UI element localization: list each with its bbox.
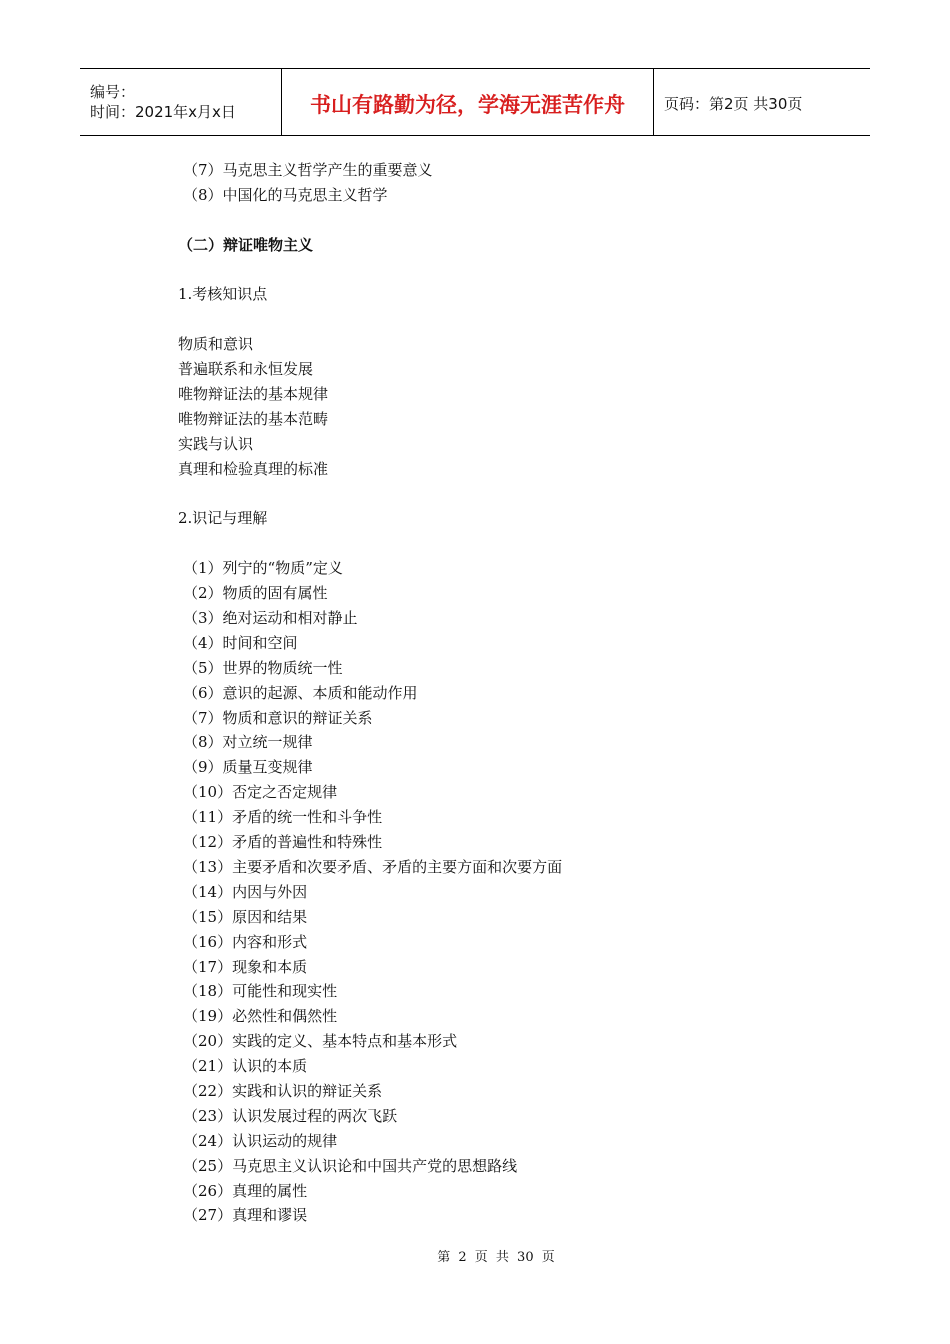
header-page-info xyxy=(654,69,870,135)
header-meta xyxy=(80,69,282,135)
list-item: （1）列宁的“物质”定义 xyxy=(183,559,343,578)
document-time: 时间：2021年x月x日 xyxy=(90,103,236,121)
list-item: （5）世界的物质统一性 xyxy=(183,658,343,677)
list-item: （26）真理的属性 xyxy=(183,1181,308,1200)
document-number-label: 编号： xyxy=(90,83,136,101)
list-item: （25）马克思主义认识论和中国共产党的思想路线 xyxy=(183,1156,518,1175)
list-item: （16）内容和形式 xyxy=(183,932,308,951)
list-item: （4）时间和空间 xyxy=(183,633,298,652)
list-item: （11）矛盾的统一性和斗争性 xyxy=(183,808,383,827)
list-item: （10）否定之否定规律 xyxy=(183,783,338,802)
knowledge-point: 普遍联系和永恒发展 xyxy=(178,360,314,379)
list-item: （18）可能性和现实性 xyxy=(183,982,338,1001)
knowledge-point: 唯物辩证法的基本范畴 xyxy=(178,409,329,428)
header-motto xyxy=(282,69,654,135)
section-heading: （二）辩证唯物主义 xyxy=(178,235,314,254)
document-body xyxy=(178,158,858,1228)
subsection-title: 2.识记与理解 xyxy=(178,509,268,528)
page-footer: 第 2 页 共 30 页 xyxy=(437,1250,555,1265)
list-item: （6）意识的起源、本质和能动作用 xyxy=(183,683,418,702)
knowledge-point: 真理和检验真理的标准 xyxy=(178,459,329,478)
list-item: （15）原因和结果 xyxy=(183,907,308,926)
list-item: （8）对立统一规律 xyxy=(183,733,313,752)
knowledge-point: 唯物辩证法的基本规律 xyxy=(178,385,329,404)
list-item: （12）矛盾的普遍性和特殊性 xyxy=(183,833,383,852)
list-item: （8）中国化的马克思主义哲学 xyxy=(183,185,388,204)
list-item: （23）认识发展过程的两次飞跃 xyxy=(183,1106,398,1125)
list-item: （14）内因与外因 xyxy=(183,882,308,901)
knowledge-point-list xyxy=(178,332,858,481)
motto-text: 书山有路勤为径，学海无涯苦作舟 xyxy=(310,93,625,117)
list-item: （3）绝对运动和相对静止 xyxy=(183,609,358,628)
list-item: （20）实践的定义、基本特点和基本形式 xyxy=(183,1032,458,1051)
list-item: （27）真理和谬误 xyxy=(183,1206,308,1225)
knowledge-point: 实践与认识 xyxy=(178,434,254,453)
list-item: （9）质量互变规律 xyxy=(183,758,313,777)
list-item: （19）必然性和偶然性 xyxy=(183,1007,338,1026)
knowledge-point: 物质和意识 xyxy=(178,335,254,354)
list-item: （7）马克思主义哲学产生的重要意义 xyxy=(183,161,433,179)
list-item: （2）物质的固有属性 xyxy=(183,584,328,603)
list-item: （21）认识的本质 xyxy=(183,1057,308,1076)
list-item: （17）现象和本质 xyxy=(183,957,308,976)
subsection-title: 1.考核知识点 xyxy=(178,285,268,304)
page-info-text: 页码：第2页 共30页 xyxy=(664,94,803,113)
list-item: （24）认识运动的规律 xyxy=(183,1131,338,1150)
list-item: （22）实践和认识的辩证关系 xyxy=(183,1081,383,1100)
page-header xyxy=(80,68,870,136)
list-item: （7）物质和意识的辩证关系 xyxy=(183,708,373,727)
list-item: （13）主要矛盾和次要矛盾、矛盾的主要方面和次要方面 xyxy=(183,857,563,876)
memorize-list xyxy=(178,556,858,1228)
